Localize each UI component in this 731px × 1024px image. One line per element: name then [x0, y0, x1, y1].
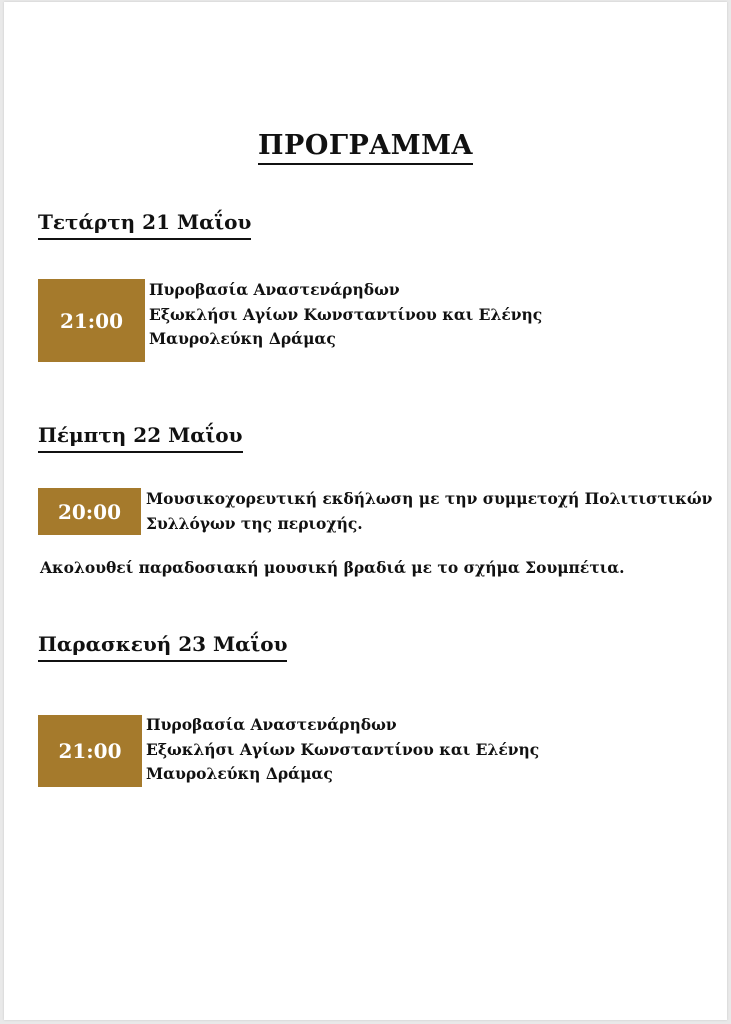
event-note: Ακολουθεί παραδοσιακή μουσική βραδιά με το σχήμα Σουμπέτια.	[40, 558, 625, 577]
event-line: Εξωκλήσι Αγίων Κωνσταντίνου και Ελένης	[146, 739, 540, 759]
event-line: Μαυρολεύκη Δράμας	[149, 329, 336, 348]
event-details-1	[149, 278, 542, 352]
event-line: Πυροβασία Αναστενάρηδων	[149, 280, 400, 299]
day-heading-3: Παρασκευή 23 Μαΐου	[38, 632, 287, 662]
day-heading-1: Τετάρτη 21 Μαΐου	[38, 210, 251, 240]
event-details-2	[146, 487, 712, 536]
event-line: Συλλόγων της περιοχής.	[146, 513, 363, 533]
page-title-text: ΠΡΟΓΡΑΜΜΑ	[258, 130, 473, 165]
day-heading-2: Πέμπτη 22 Μαΐου	[38, 423, 243, 453]
time-box-3: 21:00	[38, 715, 142, 787]
event-line: Μαυρολεύκη Δράμας	[146, 764, 333, 783]
event-line: Εξωκλήσι Αγίων Κωνσταντίνου και Ελένης	[149, 304, 543, 324]
event-details-3	[146, 713, 539, 787]
time-box-1: 21:00	[38, 279, 145, 362]
time-box-2: 20:00	[38, 488, 141, 535]
event-line: Μουσικοχορευτική εκδήλωση με την συμμετοχή Πολιτιστικών	[146, 489, 713, 508]
page-title	[0, 130, 731, 165]
event-line: Πυροβασία Αναστενάρηδων	[146, 715, 397, 734]
